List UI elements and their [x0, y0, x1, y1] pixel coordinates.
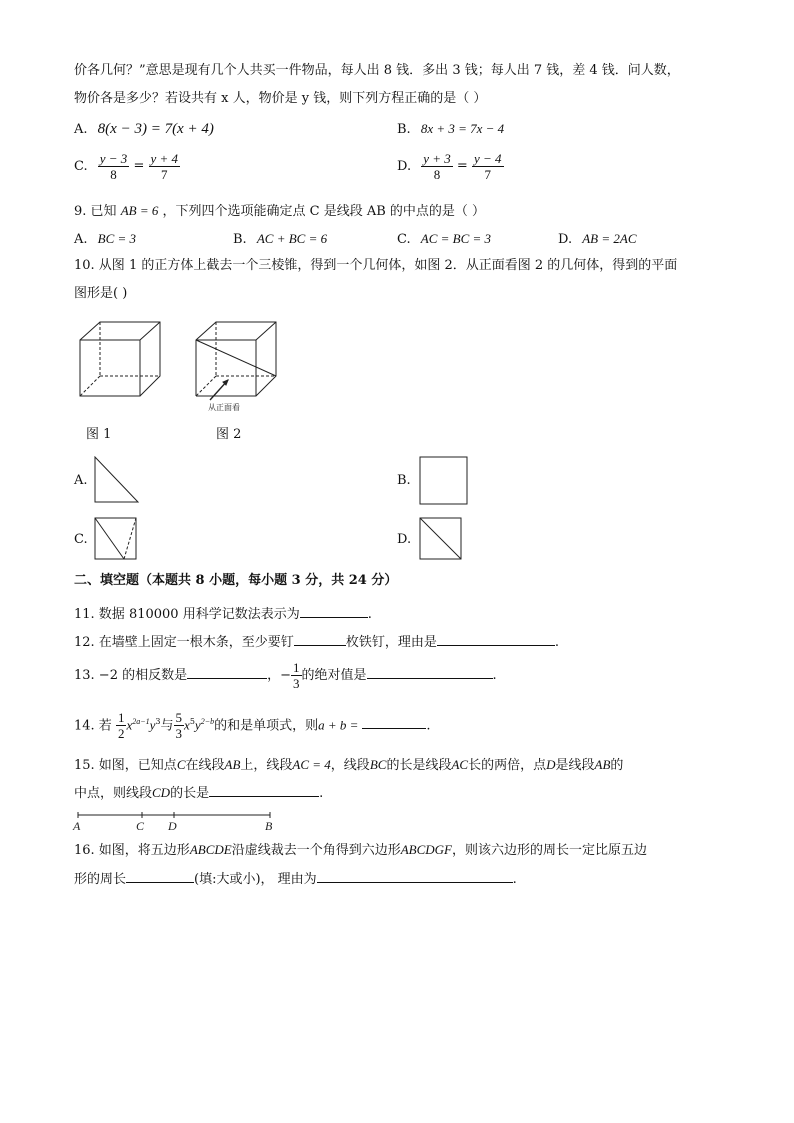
fraction-denominator: 3	[175, 726, 183, 742]
q12	[74, 632, 559, 652]
q13-text-c: 的绝对值是	[301, 668, 367, 683]
q15-math: AC = 4	[292, 757, 331, 772]
q14-text-b: 的和是单项式，则	[214, 718, 319, 734]
fraction-denominator: 2	[117, 726, 125, 742]
fraction	[149, 151, 181, 182]
q14	[74, 705, 431, 743]
q12-text-a: 12. 在墙壁上固定一根木条，至少要钉	[74, 635, 294, 650]
q15-math: AB	[594, 757, 611, 772]
fraction	[291, 660, 302, 691]
q8-line1: 价各几何？”意思是现有几个人共买一件物品，每人出 8 钱．多出 3 钱；每人出 7 钱，差 4 钱．问人数，	[74, 63, 680, 78]
q14-term1: x	[126, 717, 133, 733]
q15-text: 上，线段	[240, 758, 293, 773]
q9-stem-math: AB = 6	[120, 203, 159, 218]
option-label: D.	[397, 158, 412, 174]
q15-text: 的长是线段	[386, 758, 452, 773]
q10-option-c-label[interactable]: C.	[74, 532, 88, 547]
q16-math: ABCDE	[189, 842, 232, 857]
q10-option-c-figure[interactable]	[94, 517, 138, 561]
q12-answer-blank-1[interactable]	[294, 632, 346, 646]
q16-text: (填:大或小)， 理由为	[194, 872, 317, 887]
q15-line2	[74, 783, 323, 803]
equals-sign: =	[456, 158, 468, 174]
fraction	[472, 151, 504, 182]
figure-2-arrow-label: 从正面看	[208, 403, 240, 412]
point-label-d: D	[168, 819, 177, 833]
q9-stem-b: ，下列四个选项能确定点 C 是线段 AB 的中点的是（ ）	[162, 204, 486, 219]
q15-text: 15. 如图，已知点	[74, 758, 177, 773]
q15-text: 是线段	[555, 758, 595, 773]
q15-text: 中点，则线段	[74, 786, 153, 801]
q11	[74, 604, 372, 624]
q10-option-d-label[interactable]: D.	[397, 532, 412, 547]
q13-text-b: ，−	[267, 668, 292, 683]
fraction	[421, 151, 453, 182]
option-label: D.	[558, 232, 573, 247]
q8-option-c[interactable]	[74, 151, 180, 182]
q15-line1	[74, 756, 623, 775]
fraction-denominator: 8	[421, 166, 453, 182]
q9-stem-a: 9. 已知	[74, 204, 117, 219]
fraction-denominator: 7	[472, 166, 504, 182]
q13-end: .	[492, 668, 497, 683]
point-label-a: A	[73, 819, 81, 833]
fraction-numerator: y + 4	[150, 151, 179, 166]
option-math: 8(x − 3) = 7(x + 4)	[97, 121, 214, 137]
q14-term2b: y	[194, 717, 201, 733]
option-label: C.	[397, 232, 411, 247]
q9-option-a[interactable]	[74, 230, 136, 249]
fraction	[174, 710, 185, 741]
q12-end: .	[554, 635, 559, 650]
q14-term2: x	[184, 717, 190, 733]
q15-text: ，线段	[330, 758, 370, 773]
q10-option-a-figure[interactable]	[94, 456, 140, 504]
q16-end: .	[512, 872, 517, 887]
option-math: AB = 2AC	[582, 231, 637, 246]
option-label: C.	[74, 158, 88, 174]
fraction-numerator: y − 4	[473, 151, 502, 166]
q10-line2: 图形是( )	[74, 286, 128, 301]
q16-answer-blank-2[interactable]	[317, 869, 513, 883]
q11-text: 11. 数据 810000 用科学记数法表示为	[74, 607, 300, 622]
q15-end: .	[319, 786, 324, 801]
fraction	[98, 151, 130, 182]
q10-option-d-figure[interactable]	[419, 517, 463, 561]
q12-answer-blank-2[interactable]	[437, 632, 555, 646]
q11-end: .	[367, 607, 372, 622]
option-label: A.	[74, 232, 88, 247]
q16-line2	[74, 869, 517, 889]
q16-text: 16. 如图，将五边形	[74, 843, 190, 858]
q8-option-b[interactable]	[397, 120, 504, 139]
q14-exp2: 5	[189, 717, 195, 726]
point-label-b: B	[265, 819, 273, 833]
option-math: BC = 3	[97, 231, 137, 246]
q15-answer-blank[interactable]	[209, 783, 319, 797]
fraction-denominator: 3	[293, 676, 300, 691]
q15-text: 长的两倍，点	[468, 758, 547, 773]
option-label: A.	[74, 122, 88, 137]
q13-answer-blank-2[interactable]	[367, 665, 493, 679]
point-label-c: C	[136, 819, 145, 833]
equals-sign: =	[133, 158, 145, 174]
q9-option-c[interactable]	[397, 230, 491, 249]
q14-mid: 与	[160, 718, 174, 734]
q11-answer-blank[interactable]	[300, 604, 368, 618]
q16-text: 形的周长	[74, 872, 127, 887]
q15-math: AC	[451, 757, 469, 772]
figure-1-cube	[76, 318, 164, 400]
figure-1-caption: 图 1	[86, 427, 112, 442]
q8-line2: 物价各是多少？若设共有 x 人，物价是 y 钱，则下列方程正确的是（ ）	[74, 91, 487, 106]
q14-exp1: 2a−1	[132, 717, 150, 726]
q15-text: 在线段	[185, 758, 225, 773]
q15-text: 的长是	[170, 786, 210, 801]
q9-stem	[74, 202, 485, 221]
q10-line1: 10. 从图 1 的正方体上截去一个三棱锥，得到一个几何体，如图 2．从正面看图 2 的几何体，得到的平面	[74, 258, 678, 273]
q14-term1b: y	[149, 717, 156, 733]
q14-text-a: 14. 若	[74, 718, 112, 734]
q15-segment-diagram	[70, 808, 280, 834]
q14-answer-blank[interactable]	[362, 715, 426, 729]
option-math: 8x + 3 = 7x − 4	[420, 121, 505, 136]
q16-line1	[74, 841, 647, 860]
q9-option-d[interactable]	[558, 230, 637, 249]
fraction-numerator: y + 3	[423, 151, 451, 166]
q12-text-b: 枚铁钉，理由是	[345, 635, 437, 650]
option-math: AC = BC = 3	[420, 231, 492, 246]
q14-expr: a + b =	[318, 717, 359, 733]
q14-exp2b: 2−b	[200, 717, 215, 726]
fraction-denominator: 8	[98, 166, 130, 182]
fraction	[116, 710, 127, 741]
q15-math: CD	[152, 785, 171, 800]
q15-text: 的	[610, 758, 624, 773]
q16-answer-blank-1[interactable]	[126, 869, 194, 883]
q15-math: AB	[224, 757, 241, 772]
section-2-title: 二、填空题（本题共 8 小题，每小题 3 分，共 24 分）	[74, 573, 398, 588]
figure-2-caption: 图 2	[216, 427, 242, 442]
figure-2-cut-cube	[192, 318, 282, 414]
q10-option-a-label[interactable]: A.	[74, 473, 88, 488]
option-math: AC + BC = 6	[256, 231, 328, 246]
option-label: B.	[397, 122, 411, 137]
q15-math: D	[546, 757, 556, 772]
q16-math: ABCDGF	[400, 842, 452, 857]
q10-option-b-figure[interactable]	[419, 456, 469, 506]
q16-text: 沿虚线裁去一个角得到六边形	[231, 843, 401, 858]
q16-text: ，则该六边形的周长一定比原五边	[452, 843, 648, 858]
option-label: B.	[233, 232, 247, 247]
q15-math: C	[176, 757, 186, 772]
q13	[74, 660, 497, 691]
fraction-numerator: 5	[175, 710, 183, 726]
fraction-denominator: 7	[149, 166, 181, 182]
q13-answer-blank-1[interactable]	[187, 665, 267, 679]
q14-end: .	[426, 718, 431, 734]
fraction-numerator: 1	[293, 660, 300, 675]
q8-option-d[interactable]	[397, 151, 504, 182]
q15-math: BC	[369, 757, 387, 772]
fraction-numerator: 1	[117, 710, 125, 726]
fraction-numerator: y − 3	[99, 151, 128, 166]
q14-exp1b: 3	[155, 717, 161, 726]
q13-text-a: 13. −2 的相反数是	[74, 668, 188, 683]
q10-option-b-label[interactable]: B.	[397, 473, 411, 488]
q8-option-a[interactable]	[74, 120, 214, 139]
q9-option-b[interactable]	[233, 230, 327, 249]
